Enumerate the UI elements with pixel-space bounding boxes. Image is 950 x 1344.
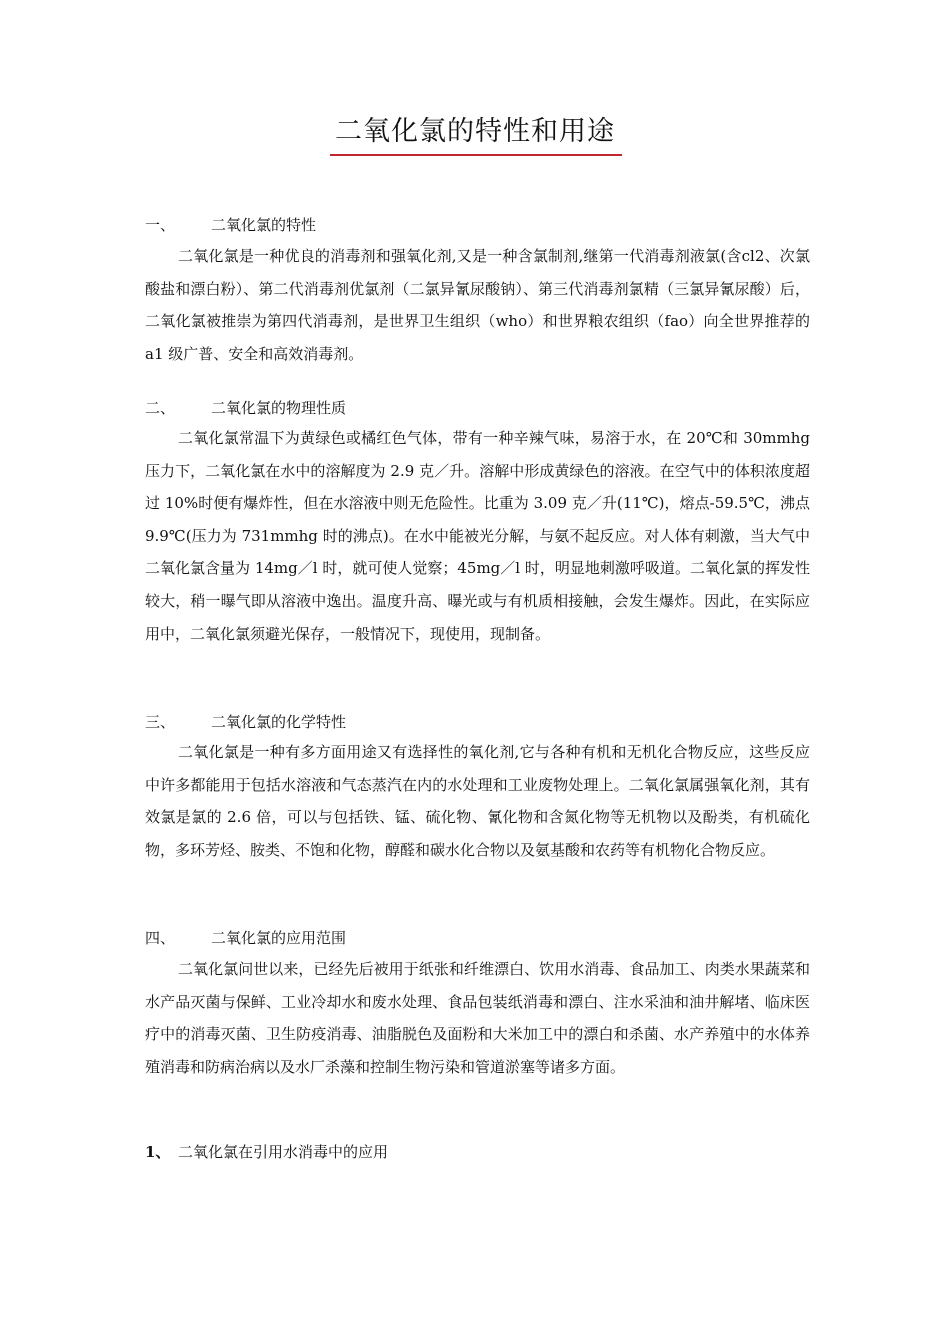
section-number: 一、	[145, 216, 176, 234]
section-number: 三、	[145, 713, 176, 731]
section-title: 二氧化氯的应用范围	[211, 929, 347, 947]
section-body-1: 二氧化氯是一种优良的消毒剂和强氧化剂,又是一种含氯制剂,继第一代消毒剂液氯(含cl2、次氯酸盐和漂白粉）、第二代消毒剂优氯剂（二氯异氰尿酸钠）、第三代消毒剂氯精（三氯异氰尿酸）后，二氧化氯被推崇为第四代消毒剂，是世界卫生组织（who）和世界粮农组织（fao）向全世界推荐的 a1 级广普、安全和高效消毒剂。	[145, 247, 810, 363]
title-underline	[330, 154, 622, 156]
section-heading-2	[145, 398, 346, 418]
section-title: 二氧化氯的物理性质	[211, 399, 347, 417]
section-title: 二氧化氯的化学特性	[211, 713, 347, 731]
section-heading-4	[145, 928, 346, 948]
subsection-title: 二氧化氯在引用水消毒中的应用	[178, 1143, 389, 1161]
section-heading-1	[145, 215, 316, 235]
section-title: 二氧化氯的特性	[211, 216, 317, 234]
section-body-3: 二氧化氯是一种有多方面用途又有选择性的氧化剂,它与各种有机和无机化合物反应，这些反应中许多都能用于包括水溶液和气态蒸汽在内的水处理和工业废物处理上。二氧化氯属强氧化剂，其有效氯是氯的 2.6 倍，可以与包括铁、锰、硫化物、氰化物和含氮化物等无机物以及酚类，有机硫化物，多环芳烃、胺类、不饱和化物，醇醛和碳水化合物以及氨基酸和农药等有机物化合物反应。	[145, 743, 810, 859]
section-number: 四、	[145, 929, 176, 947]
subsection-heading-1	[145, 1142, 388, 1162]
section-heading-3	[145, 712, 346, 732]
section-body-4: 二氧化氯问世以来，已经先后被用于纸张和纤维漂白、饮用水消毒、食品加工、肉类水果蔬菜和水产品灭菌与保鲜、工业冷却水和废水处理、食品包装纸消毒和漂白、注水采油和油井解堵、临床医疗中的消毒灭菌、卫生防疫消毒、油脂脱色及面粉和大米加工中的漂白和杀菌、水产养殖中的水体养殖消毒和防病治病以及水厂杀藻和控制生物污染和管道淤塞等诸多方面。	[145, 960, 810, 1076]
document-title: 二氧化氯的特性和用途	[335, 116, 615, 147]
subsection-number: 1、	[145, 1143, 171, 1161]
section-number: 二、	[145, 399, 176, 417]
section-body-2: 二氧化氯常温下为黄绿色或橘红色气体，带有一种辛辣气味，易溶于水，在 20℃和 30mmhg 压力下，二氧化氯在水中的溶解度为 2.9 克／升。溶解中形成黄绿色的溶液。在空气中的体积浓度超过 10%时便有爆炸性，但在水溶液中则无危险性。比重为 3.09 克／升(11℃)，熔点-59.5℃，沸点 9.9℃(压力为 731mmhg 时的沸点)。在水中能被光分解，与氨不起反应。对人体有刺激，当大气中二氧化氯含量为 14mg／l 时，就可使人觉察；45mg／l 时，明显地刺激呼吸道。二氧化氯的挥发性较大，稍一曝气即从溶液中逸出。温度升高、曝光或与有机质相接触，会发生爆炸。因此，在实际应用中，二氧化氯须避光保存，一般情况下，现使用，现制备。	[145, 429, 810, 643]
